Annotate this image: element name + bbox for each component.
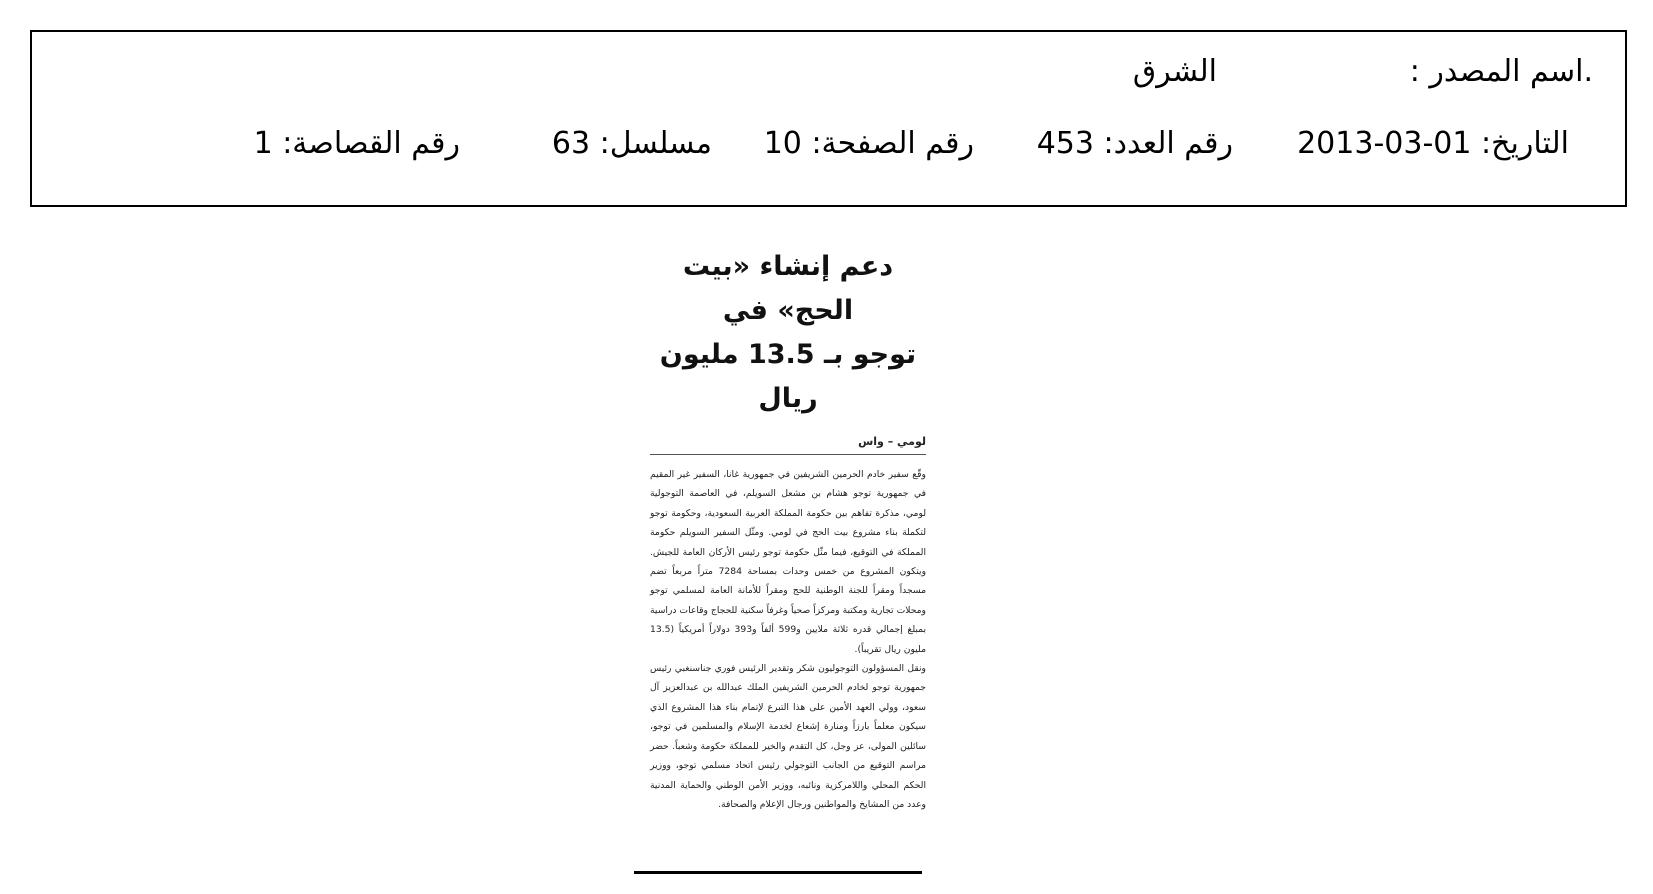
article-paragraph: ونقل المسؤولون التوجوليون شكر وتقدير الرئيس فوري جناسنغبي رئيس جمهورية توجو لخادم الحرمين الشريفين الملك عبدالله بن عبدالعزيز آل سعود، وولي العهد الأمين على هذا التبرع لإتمام بناء هذا المشروع الذي سيكون معلماً بارزاً ومنارة إشعاع لخدمة الإسلام والمسلمين في توجو، سائلين المولى، عز وجل، كل التقدم والخير للمملكة حكومة وشعباً. حضر مراسم التوقيع من الجانب التوجولي رئيس اتحاد مسلمي توجو، ووزير الحكم المحلي واللامركزية ونائبه، ووزير الأمن الوطني والحماية المدنية وعدد من المشايخ والمواطنين ورجال الإعلام والصحافة. bbox=[650, 663, 926, 810]
article-body bbox=[650, 465, 926, 814]
clip-number: رقم القصاصة: 1 bbox=[253, 126, 460, 161]
article-byline: لومي – واس bbox=[650, 435, 926, 455]
article-headline bbox=[650, 245, 926, 421]
date-field: التاريخ: 01-03-2013 bbox=[1297, 126, 1569, 161]
headline-line-2: توجو بـ 13.5 مليون ريال bbox=[659, 339, 917, 414]
issue-number: رقم العدد: 453 bbox=[1036, 126, 1233, 161]
article-clipping bbox=[650, 245, 926, 814]
page-number: رقم الصفحة: 10 bbox=[763, 126, 974, 161]
bottom-divider bbox=[634, 871, 922, 874]
source-label: .اسم المصدر : bbox=[1409, 54, 1593, 89]
clipping-header bbox=[30, 30, 1627, 207]
source-value: الشرق bbox=[1132, 54, 1217, 89]
serial-number: مسلسل: 63 bbox=[551, 126, 712, 161]
article-paragraph: وقّع سفير خادم الحرمين الشريفين في جمهورية غانا، السفير غير المقيم في جمهورية توجو هشام بن مشعل السويلم، في العاصمة التوجولية لومي، مذكرة تفاهم بين حكومة المملكة العربية السعودية، وحكومة توجو لتكملة بناء مشروع بيت الحج في لومي. ومثّل السفير السويلم حكومة المملكة في التوقيع، فيما مثّل حكومة توجو رئيس الأركان العامة للجيش. ويتكون المشروع من خمس وحدات بمساحة 7284 متراً مربعاً تضم مسجداً ومقراً للجنة الوطنية للحج ومقراً للأمانة العامة لمسلمي توجو ومحلات تجارية ومكتبة ومركزاً صحياً وغرفاً سكنية للحجاج وقاعات دراسية بمبلغ إجمالي قدره ثلاثة ملايين و599 ألفاً و393 دولاراً أمريكياً (13.5 مليون ريال تقريباً). bbox=[650, 469, 926, 655]
headline-line-1: دعم إنشاء «بيت الحج» في bbox=[682, 251, 894, 326]
